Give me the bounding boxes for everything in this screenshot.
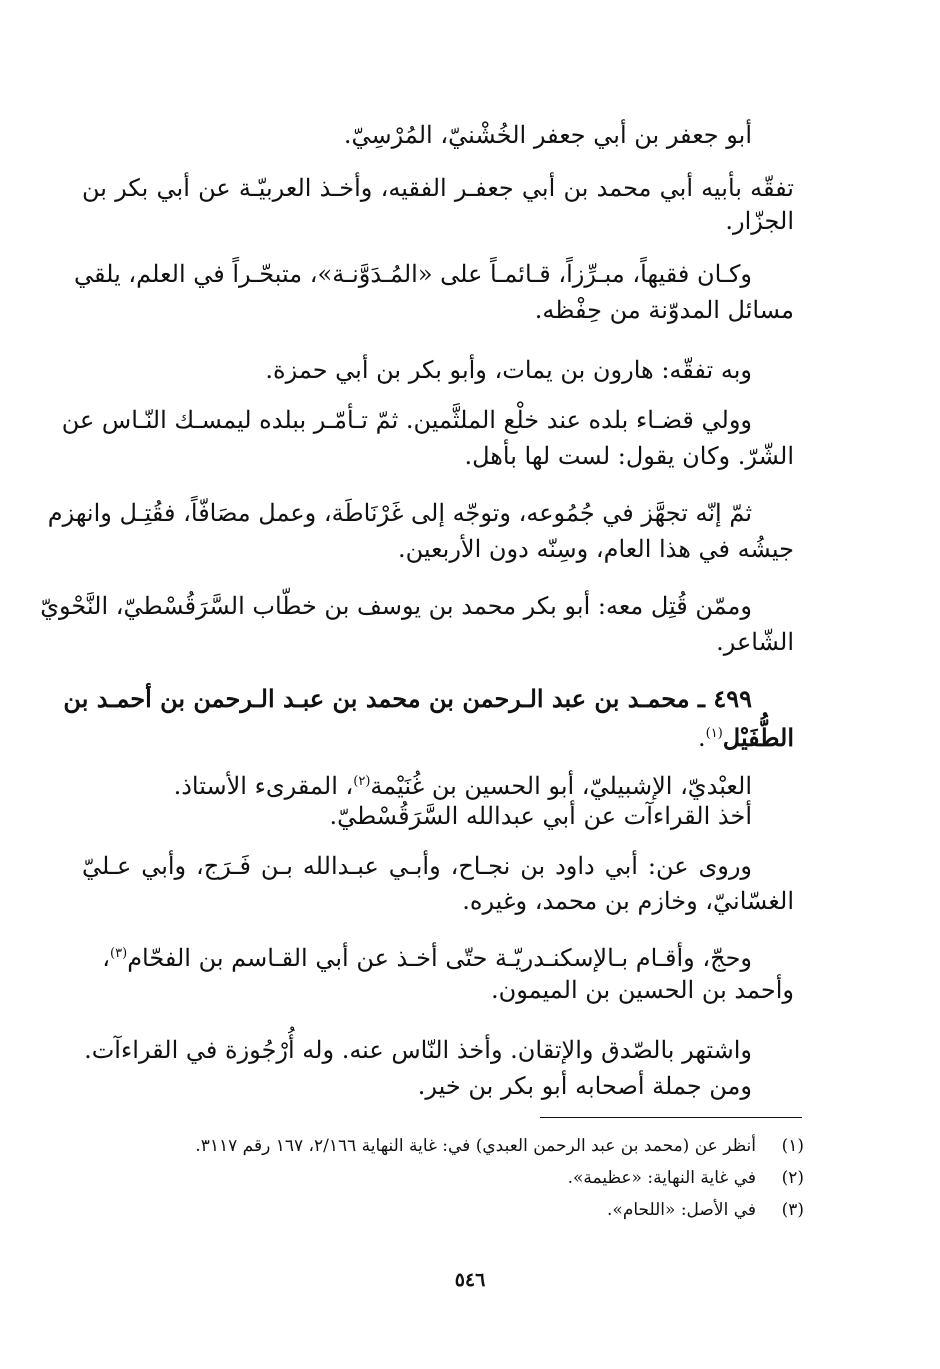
footnote-text: في الأصل: «اللحام». xyxy=(607,1200,756,1220)
footnote-ref: (١) xyxy=(705,726,723,741)
text-line: وولي قضـاء بلده عند خلْع الملثَّمين. ثمّ تـأمّـر ببلده ليمسـك النّـاس عن xyxy=(61,406,752,434)
footnote-ref: (٢) xyxy=(353,774,371,789)
footnote-ref: (٣) xyxy=(110,946,128,961)
text-line: الغسّانيّ، وخازم بن محمد، وغيره. xyxy=(462,887,794,915)
text-line: واشتهر بالصّدق والإتقان. وأخذ النّاس عنه. وله أُرْجُوزة في القراءآت. xyxy=(84,1036,752,1064)
text-segment: ، xyxy=(102,944,111,972)
text-line xyxy=(174,766,752,802)
text-line: وأحمد بن الحسين بن الميمون. xyxy=(491,976,794,1004)
text-line: وكـان فقيهاً، مبـرِّزاً، قـائمـاً على «المُـدَوَّنـة»، متبحّـراً في العلم، يلقي xyxy=(74,260,752,288)
text-line: أبو جعفر بن أبي جعفر الخُشْنيّ، المُرْسِيّ. xyxy=(343,121,752,149)
text-line: الشّرّ. وكان يقول: لست لها بأهل. xyxy=(464,442,794,470)
text-line: الجزّار. xyxy=(725,207,794,235)
text-line: جيشُه في هذا العام، وسِنّه دون الأربعين. xyxy=(397,535,794,563)
footnote-text: أنظر عن (محمد بن عبد الرحمن العبدي) في: غاية النهاية ٢/١٦٦، ١٦٧ رقم ٣١١٧. xyxy=(195,1136,756,1156)
footnote-number: (٢) xyxy=(781,1168,804,1188)
text-segment: وحجّ، وأقـام بـالإسكنـدريّـة حتّى أخـذ عن أبي القـاسم بن الفحّام xyxy=(127,944,752,972)
text-line: الشّاعر. xyxy=(716,628,794,656)
footnote-number: (٣) xyxy=(781,1200,804,1220)
text-line xyxy=(102,938,752,974)
text-line: أخذ القراءآت عن أبي عبدالله السَّرَقُسْطيّ. xyxy=(329,802,752,830)
text-line: ثمّ إنّه تجهَّز في جُمُوعه، وتوجّه إلى غَرْنَاطَة، وعمل مصَافّاً، فقُتِـل وانهزم xyxy=(47,499,752,527)
period: . xyxy=(697,724,706,752)
text-line: وممّن قُتِل معه: أبو بكر محمد بن يوسف بن خطّاب السَّرَقُسْطيّ، النَّحْويّ xyxy=(40,592,752,620)
text-line: مسائل المدوّنة من حِفْظه. xyxy=(534,296,794,324)
entry-heading-continuation xyxy=(698,718,794,754)
entry-name: الطُّفَيْل xyxy=(722,723,794,752)
footnote-number: (١) xyxy=(781,1136,804,1156)
footnote-separator xyxy=(540,1117,802,1118)
page-number: ٥٤٦ xyxy=(454,1269,486,1291)
text-line: ومن جملة أصحابه أبو بكر بن خير. xyxy=(417,1072,752,1100)
text-line: وبه تفقّه: هارون بن يمات، وأبو بكر بن أبي حمزة. xyxy=(265,356,752,384)
text-segment: العبْديّ، الإشبيليّ، أبو الحسين بن غُنَيْمة xyxy=(370,772,752,800)
text-line: وروى عن: أبي داود بن نجـاح، وأبـي عبـدالله بـن فَـرَج، وأبي عـليّ xyxy=(82,852,752,880)
text-line: تفقّه بأبيه أبي محمد بن أبي جعفـر الفقيه، وأخـذ العربيّـة عن أبي بكر بن xyxy=(82,174,794,202)
footnote-text: في غاية النهاية: «عظيمة». xyxy=(567,1168,756,1188)
entry-heading: ٤٩٩ ـ محمـد بن عبد الـرحمن بن محمد بن عبـد الـرحمن بن أحمـد بن xyxy=(63,684,752,713)
text-segment: ، المقرىء الأستاذ. xyxy=(173,772,354,800)
